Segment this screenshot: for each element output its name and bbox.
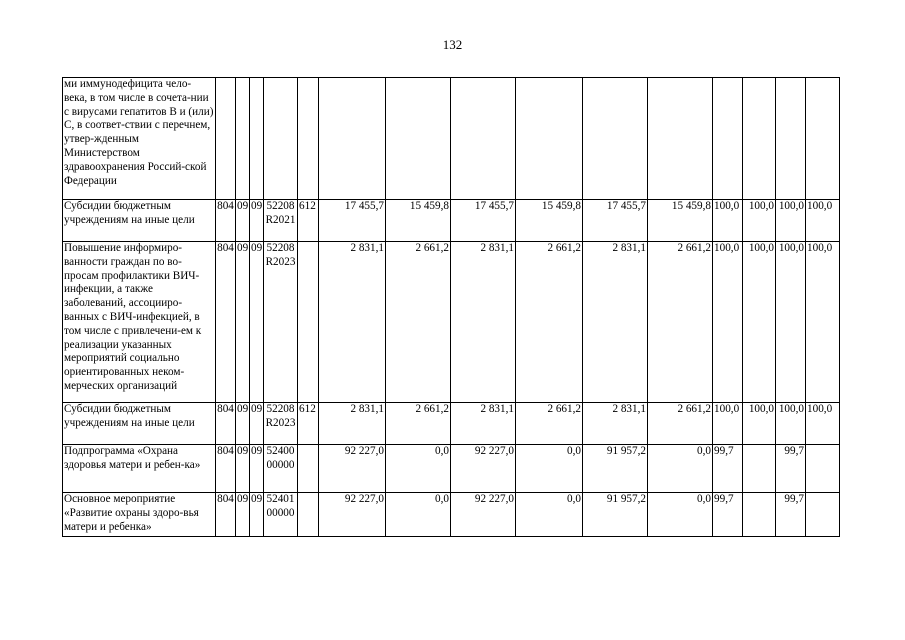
percent-2 bbox=[743, 445, 776, 493]
value-refined-federal: 2 661,2 bbox=[516, 242, 583, 403]
value-executed-total: 91 957,2 bbox=[583, 493, 648, 537]
code-target-item: 52208R2021 bbox=[264, 200, 298, 242]
percent-3: 100,0 bbox=[776, 242, 806, 403]
code-ministry: 804 bbox=[216, 200, 236, 242]
percent-4 bbox=[806, 493, 840, 537]
page-number: 132 bbox=[442, 37, 463, 52]
code-section: 09 bbox=[236, 445, 250, 493]
value-plan-federal: 0,0 bbox=[386, 445, 451, 493]
code-expense-type: 612 bbox=[298, 200, 319, 242]
row-name: Субсидии бюджетным учреждениям на иные цели bbox=[63, 403, 216, 445]
code-section bbox=[236, 78, 250, 200]
value-plan-total: 92 227,0 bbox=[319, 445, 386, 493]
value-refined-federal: 0,0 bbox=[516, 493, 583, 537]
code-target-item: 52208R2023 bbox=[264, 403, 298, 445]
value-executed-total: 2 831,1 bbox=[583, 403, 648, 445]
table-row bbox=[63, 403, 840, 445]
value-plan-federal: 2 661,2 bbox=[386, 242, 451, 403]
value-refined-federal: 15 459,8 bbox=[516, 200, 583, 242]
value-executed-total bbox=[583, 78, 648, 200]
code-ministry: 804 bbox=[216, 403, 236, 445]
percent-2 bbox=[743, 493, 776, 537]
code-target-item: 52208R2023 bbox=[264, 242, 298, 403]
code-expense-type bbox=[298, 242, 319, 403]
percent-2: 100,0 bbox=[743, 403, 776, 445]
value-plan-total: 17 455,7 bbox=[319, 200, 386, 242]
code-ministry: 804 bbox=[216, 242, 236, 403]
percent-1: 99,7 bbox=[713, 493, 743, 537]
value-executed-federal bbox=[648, 78, 713, 200]
value-plan-total: 2 831,1 bbox=[319, 403, 386, 445]
code-ministry: 804 bbox=[216, 445, 236, 493]
percent-3: 99,7 bbox=[776, 445, 806, 493]
row-name: Повышение информиро-ванности граждан по во-просам профилактики ВИЧ-инфекции, а также заболеваний, ассоцииро-ванных с ВИЧ-инфекцией, в том числе с привлечени-ем к реализации указанных мероприятий социально ориентированных неком-мерческих организаций bbox=[63, 242, 216, 403]
code-section: 09 bbox=[236, 242, 250, 403]
value-executed-federal: 15 459,8 bbox=[648, 200, 713, 242]
code-subsection: 09 bbox=[250, 403, 264, 445]
percent-3: 100,0 bbox=[776, 200, 806, 242]
value-refined-total: 92 227,0 bbox=[451, 493, 516, 537]
code-target-item: 5240000000 bbox=[264, 445, 298, 493]
code-section: 09 bbox=[236, 403, 250, 445]
table-row bbox=[63, 200, 840, 242]
value-refined-federal bbox=[516, 78, 583, 200]
code-section: 09 bbox=[236, 200, 250, 242]
percent-1 bbox=[713, 78, 743, 200]
table-row bbox=[63, 493, 840, 537]
table-row bbox=[63, 242, 840, 403]
code-target-item bbox=[264, 78, 298, 200]
code-subsection bbox=[250, 78, 264, 200]
code-subsection: 09 bbox=[250, 493, 264, 537]
value-plan-total bbox=[319, 78, 386, 200]
code-ministry bbox=[216, 78, 236, 200]
code-subsection: 09 bbox=[250, 445, 264, 493]
row-name: Основное мероприятие «Развитие охраны здоро-вья матери и ребенка» bbox=[63, 493, 216, 537]
value-executed-total: 17 455,7 bbox=[583, 200, 648, 242]
percent-1: 100,0 bbox=[713, 200, 743, 242]
percent-2 bbox=[743, 78, 776, 200]
value-plan-federal: 2 661,2 bbox=[386, 403, 451, 445]
percent-3 bbox=[776, 78, 806, 200]
percent-4 bbox=[806, 445, 840, 493]
percent-4 bbox=[806, 78, 840, 200]
value-plan-total: 92 227,0 bbox=[319, 493, 386, 537]
budget-table bbox=[62, 77, 840, 537]
percent-4: 100,0 bbox=[806, 242, 840, 403]
code-subsection: 09 bbox=[250, 200, 264, 242]
value-plan-federal bbox=[386, 78, 451, 200]
value-plan-federal: 15 459,8 bbox=[386, 200, 451, 242]
percent-2: 100,0 bbox=[743, 242, 776, 403]
percent-1: 99,7 bbox=[713, 445, 743, 493]
percent-2: 100,0 bbox=[743, 200, 776, 242]
value-refined-total bbox=[451, 78, 516, 200]
percent-3: 99,7 bbox=[776, 493, 806, 537]
row-name: Субсидии бюджетным учреждениям на иные цели bbox=[63, 200, 216, 242]
value-refined-total: 2 831,1 bbox=[451, 242, 516, 403]
code-section: 09 bbox=[236, 493, 250, 537]
value-refined-total: 92 227,0 bbox=[451, 445, 516, 493]
percent-1: 100,0 bbox=[713, 403, 743, 445]
row-name: ми иммунодефицита чело-века, в том числе в сочета-нии с вирусами гепатитов В и (или) С, в соответ-ствии с перечнем, утвер-жденным Министерством здравоохранения Россий-ской Федерации bbox=[63, 78, 216, 200]
code-expense-type bbox=[298, 78, 319, 200]
code-expense-type bbox=[298, 493, 319, 537]
percent-1: 100,0 bbox=[713, 242, 743, 403]
percent-3: 100,0 bbox=[776, 403, 806, 445]
value-plan-total: 2 831,1 bbox=[319, 242, 386, 403]
percent-4: 100,0 bbox=[806, 403, 840, 445]
value-refined-total: 2 831,1 bbox=[451, 403, 516, 445]
value-refined-total: 17 455,7 bbox=[451, 200, 516, 242]
code-target-item: 5240100000 bbox=[264, 493, 298, 537]
row-name: Подпрограмма «Охрана здоровья матери и ребен-ка» bbox=[63, 445, 216, 493]
percent-4: 100,0 bbox=[806, 200, 840, 242]
code-expense-type: 612 bbox=[298, 403, 319, 445]
value-executed-federal: 2 661,2 bbox=[648, 242, 713, 403]
value-executed-total: 91 957,2 bbox=[583, 445, 648, 493]
value-refined-federal: 2 661,2 bbox=[516, 403, 583, 445]
value-executed-federal: 0,0 bbox=[648, 493, 713, 537]
value-executed-federal: 2 661,2 bbox=[648, 403, 713, 445]
value-executed-federal: 0,0 bbox=[648, 445, 713, 493]
code-expense-type bbox=[298, 445, 319, 493]
code-ministry: 804 bbox=[216, 493, 236, 537]
table-row bbox=[63, 445, 840, 493]
code-subsection: 09 bbox=[250, 242, 264, 403]
table-row bbox=[63, 78, 840, 200]
value-executed-total: 2 831,1 bbox=[583, 242, 648, 403]
value-refined-federal: 0,0 bbox=[516, 445, 583, 493]
value-plan-federal: 0,0 bbox=[386, 493, 451, 537]
